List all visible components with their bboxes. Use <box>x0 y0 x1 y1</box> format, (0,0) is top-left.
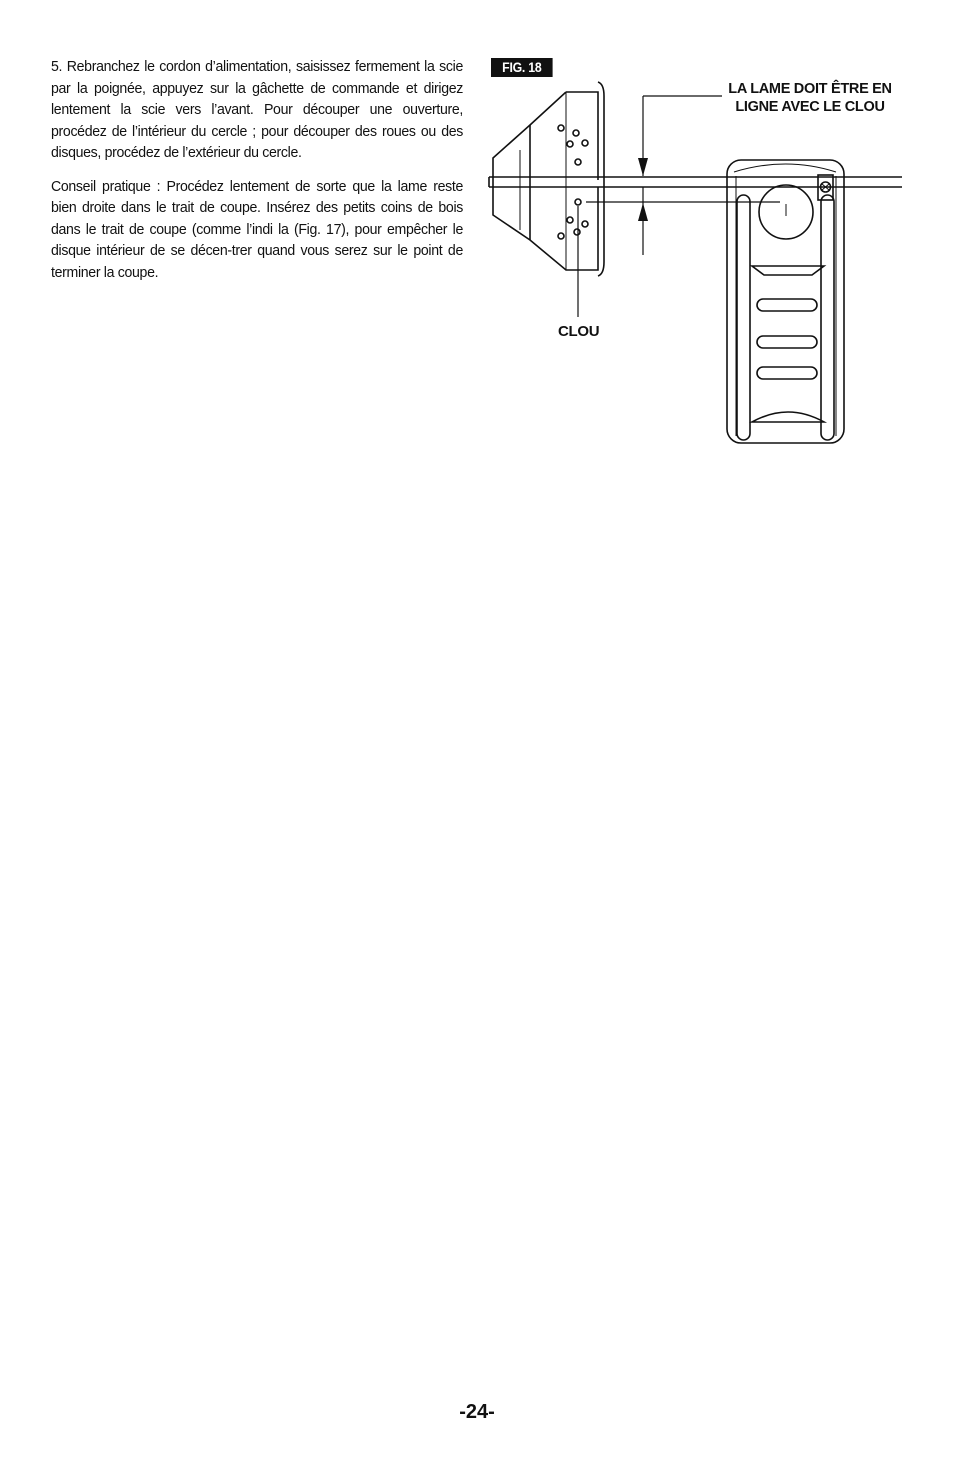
arrow-up-head <box>638 203 648 221</box>
arrow-down-head <box>638 158 648 176</box>
nail-callout: CLOU <box>558 323 600 340</box>
saw-shoe-illustration <box>493 82 604 276</box>
practical-tip: Conseil pratique : Procédez lentement de sorte que la lame reste bien droite dans le trait de coupe. Insérez des petits coins de bois dans le trait de coupe (comme l’indi la (Fig. 17), pour empêcher le disque intérieur de se décen-trer quand vous serez sur le point de terminer la coupe. <box>51 177 463 281</box>
blade-guide-bar <box>489 177 902 187</box>
instruction-step-5: 5. Rebranchez le cordon d’alimentation, saisissez fermement la scie par la poignée, appuyez sur la gâchette de commande et dirigez lentement la scie vers l’avant. Pour découper une ouverture, procédez de l’intérieur du cercle ; pour découper des roues ou des disques, procédez de l’extérieur du cercle. <box>51 58 463 161</box>
instruction-text-column <box>51 56 463 295</box>
figure-label: FIG. 18 <box>491 58 553 77</box>
blade-alignment-callout-line-1: LA LAME DOIT ÊTRE EN <box>728 81 892 97</box>
blade-alignment-callout-line-2: LIGNE AVEC LE CLOU <box>735 99 885 115</box>
page-number: -24- <box>459 1401 495 1423</box>
jigsaw-circle-cutting-diagram <box>480 70 920 460</box>
